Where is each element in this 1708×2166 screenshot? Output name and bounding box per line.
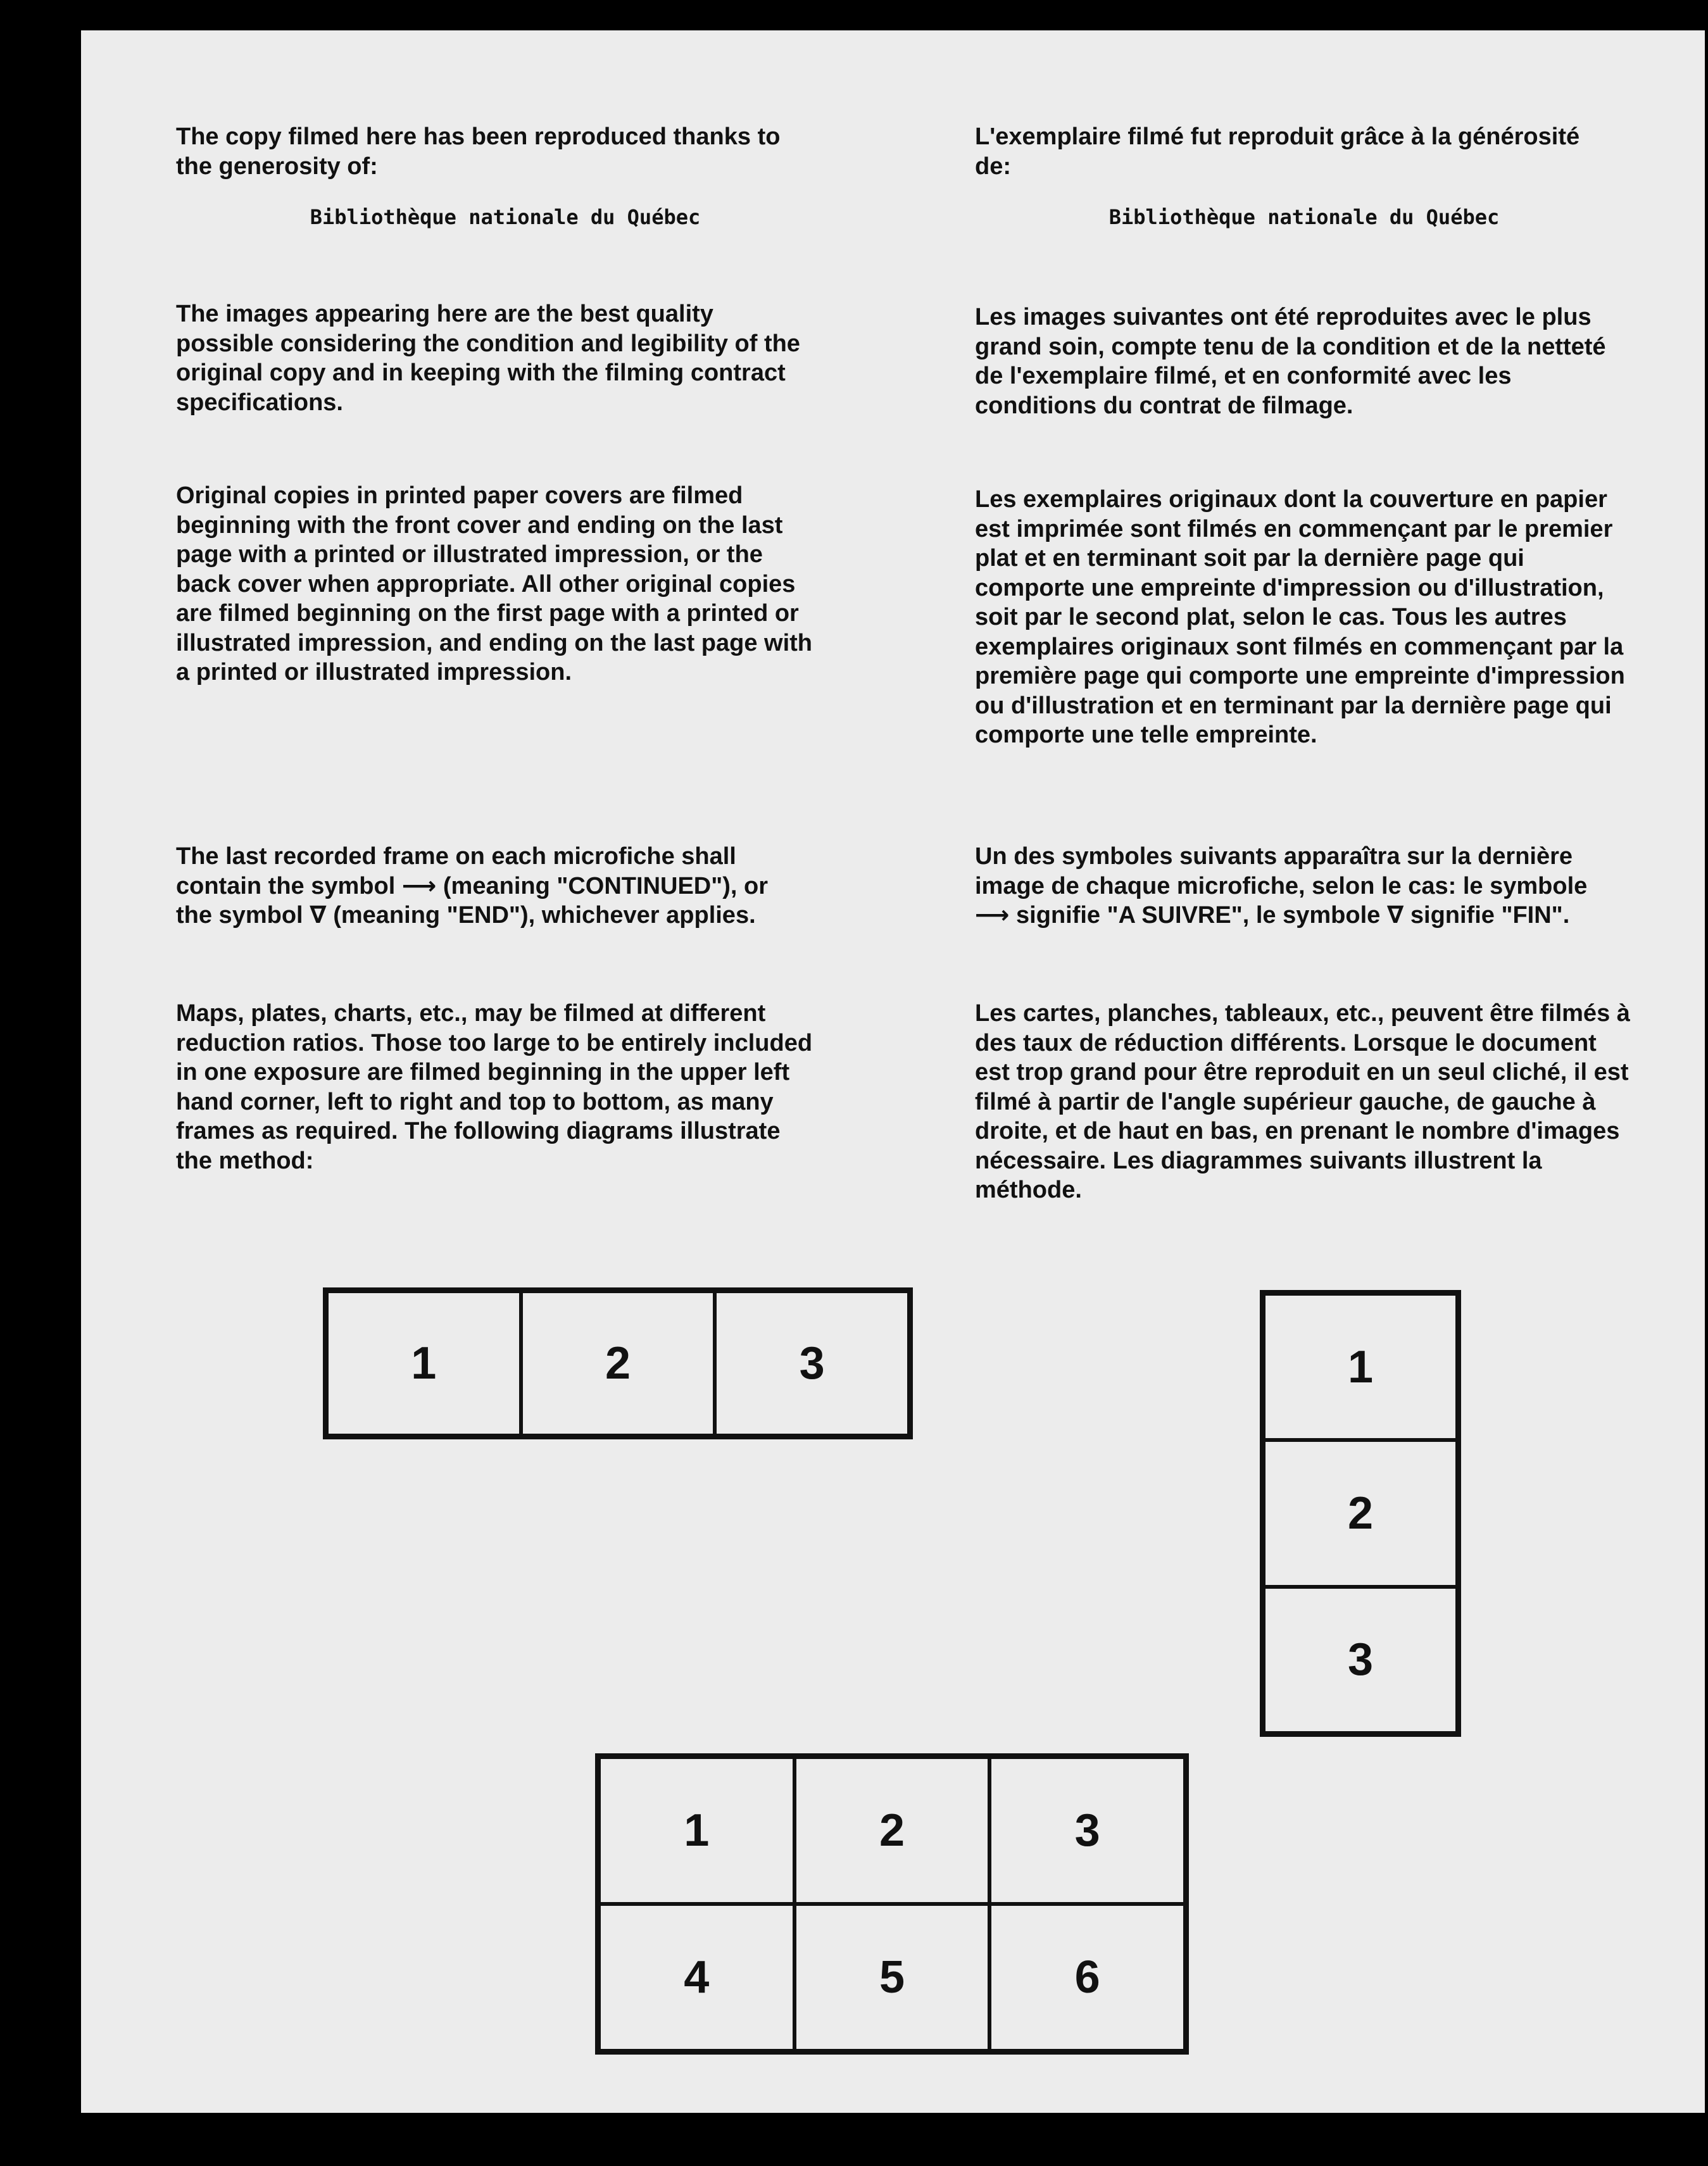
french-acknowledgement: L'exemplaire filmé fut reproduit grâce à la générosité de: <box>975 123 1580 180</box>
french-maps-paragraph: Les cartes, planches, tableaux, etc., peuvent être filmés à des taux de réduction différents. Lorsque le document est trop grand pour être reproduit en un seul cliché, il est filmé à partir de l'angle supérieur gauche, de gauche à droite, et de haut en bas, en prenant le nombre d'images nécessaire. Les diagrammes suivants illustrent la méthode. <box>975 1000 1630 1203</box>
end-triangle-icon: ∇ <box>1386 902 1404 929</box>
english-original-copies-paragraph: Original copies in printed paper covers are filmed beginning with the front cover and ending on the last page with a printed or illustrated impression, or the back cover when appropriate. All other original copies are filmed beginning on the first page with a printed or illustrated impression, and ending on the last page with a printed or illustrated impression. <box>176 482 813 685</box>
frame-cell: 3 <box>1264 1587 1457 1733</box>
english-maps-paragraph: Maps, plates, charts, etc., may be filmed at different reduction ratios. Those too large to be entirely included in one exposure are filmed beginning in the upper left hand corner, left to right and top to bottom, as many frames as required. The following diagrams illustrate the method: <box>176 1000 813 1174</box>
french-symbols-text-c: signifie "FIN". <box>1410 902 1570 929</box>
french-original-copies-paragraph: Les exemplaires originaux dont la couverture en papier est imprimée sont filmés en commençant par le premier plat et en terminant soit par la dernière page qui comporte une empreinte d'impression ou d'illustration, soit par le second plat, selon le cas. Tous les autres exemplaires originaux sont filmés en commençant par la première page qui comporte une empreinte d'impression ou d'illustration et en terminant par la dernière page qui comporte une telle empreinte. <box>975 486 1625 748</box>
vertical-frames-diagram <box>1260 1290 1461 1737</box>
english-symbols-paragraph <box>176 842 784 930</box>
horizontal-frames-diagram <box>323 1287 913 1439</box>
continued-arrow-icon: ⟶ <box>975 902 1010 929</box>
english-library-name: Bibliothèque nationale du Québec <box>310 205 701 229</box>
french-symbols-paragraph <box>975 842 1608 930</box>
frame-cell: 6 <box>989 1904 1185 2051</box>
english-acknowledgement: The copy filmed here has been reproduced thanks to the generosity of: <box>176 123 781 180</box>
grid-frames-diagram <box>595 1753 1189 2055</box>
english-symbols-text-a: The last recorded frame on each microfiche shall contain the symbol <box>176 843 736 899</box>
frame-cell: 2 <box>521 1291 715 1436</box>
frame-cell: 1 <box>1264 1294 1457 1440</box>
french-image-quality-paragraph: Les images suivantes ont été reproduites avec le plus grand soin, compte tenu de la condition et de la netteté de l'exemplaire filmé, et en conformité avec les conditions du contrat de filmage. <box>975 304 1606 419</box>
frame-cell: 1 <box>327 1291 521 1436</box>
end-triangle-icon: ∇ <box>310 902 327 929</box>
french-symbols-text-b: signifie "A SUIVRE", le symbole <box>1016 902 1381 929</box>
french-symbols-text-a: Un des symboles suivants apparaîtra sur la dernière image de chaque microfiche, selon le cas: le symbole <box>975 843 1588 899</box>
french-library-name: Bibliothèque nationale du Québec <box>1108 205 1500 229</box>
english-symbols-text-b: (meaning "CONTINUED"), or the symbol <box>176 872 769 929</box>
english-image-quality-paragraph: The images appearing here are the best quality possible considering the condition and legibility of the original copy and in keeping with the filming contract specifications. <box>176 301 800 416</box>
english-symbols-text-c: (meaning "END"), whichever applies. <box>333 902 756 929</box>
frame-cell: 5 <box>794 1904 990 2051</box>
frame-cell: 1 <box>599 1757 794 1904</box>
frame-cell: 2 <box>1264 1440 1457 1586</box>
frame-cell: 2 <box>794 1757 990 1904</box>
frame-cell: 3 <box>715 1291 909 1436</box>
continued-arrow-icon: ⟶ <box>401 872 437 899</box>
frame-cell: 3 <box>989 1757 1185 1904</box>
scanned-page <box>81 30 1705 2113</box>
frame-cell: 4 <box>599 1904 794 2051</box>
